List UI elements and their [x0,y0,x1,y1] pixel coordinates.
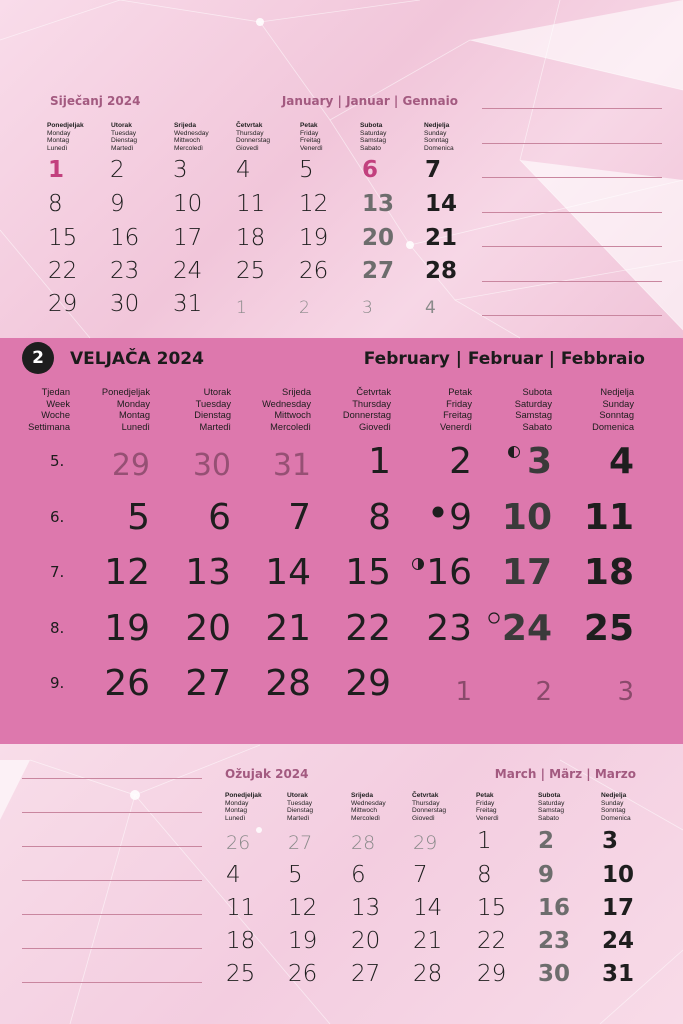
day-cell: 4 [608,441,634,482]
march-title-languages: March | März | Marzo [494,767,636,781]
weekday-name-translation: Venerdì [439,421,472,432]
day-cell: 15 [48,225,78,251]
week-header-line: Week [46,398,70,409]
weekday-name-hr: Nedjelja [424,122,450,129]
day-cell: 3 [526,441,552,482]
weekday-label [141,387,231,433]
day-cell: 4 [226,862,241,888]
note-line [482,212,662,213]
weekday-name-hr: Srijeda [351,792,373,799]
day-cell: 17 [501,552,552,593]
day-cell: 10 [501,497,552,538]
day-cell: 29 [345,663,391,704]
day-cell: 1 [477,828,492,854]
weekday-name-translation: Martedì [199,421,231,432]
weekday-name-translation: Domenica [424,144,454,152]
weekday-name-hr: Četvrtak [412,792,439,799]
day-cell: 27 [185,663,231,704]
day-cell: 1 [48,157,65,183]
day-cell: 12 [104,552,150,593]
weekday-label [360,122,386,152]
weekday-label [424,122,454,152]
weekday-name-translation: Donnerstag [236,137,271,145]
day-cell: 18 [583,552,634,593]
day-cell: 5 [299,157,314,183]
day-cell: 16 [426,552,472,593]
day-cell: 25 [236,258,266,284]
day-cell: 14 [425,191,458,217]
day-cell: 9 [110,191,125,217]
day-cell: 31 [173,291,203,317]
day-cell: 22 [48,258,78,284]
day-cell: 19 [104,608,150,649]
weekday-name-hr: Nedjelja [600,387,634,397]
weekday-label [538,792,564,822]
day-cell: 8 [477,862,492,888]
day-cell: 10 [173,191,203,217]
weekday-label [462,387,552,433]
day-cell: 28 [265,663,311,704]
day-cell: 30 [110,291,140,317]
day-cell: 16 [110,225,140,251]
day-cell: 23 [538,928,571,954]
weekday-name-translation: Domenica [601,814,631,822]
note-line [482,281,662,282]
day-cell: 12 [288,895,318,921]
day-cell: 6 [362,157,379,183]
weekday-name-translation: Martedì [287,814,310,822]
day-cell: 3 [173,157,188,183]
day-cell: 27 [351,961,381,987]
weekday-name-translation: Venerdì [300,144,323,152]
weekday-name-translation: Monday [47,129,71,137]
day-cell: 14 [265,552,311,593]
day-cell: 2 [299,298,310,318]
day-cell: 11 [226,895,256,921]
day-cell: 20 [362,225,395,251]
weekday-name-hr: Petak [476,792,494,799]
day-cell: 1 [368,441,391,482]
weekday-label [601,792,631,822]
day-cell: 20 [351,928,381,954]
weekday-name-translation: Mercoledì [270,421,311,432]
weekday-name-translation: Sonntag [424,137,449,145]
day-cell: 28 [413,961,443,987]
day-cell: 17 [173,225,203,251]
week-number: 9. [50,674,65,692]
weekday-name-hr: Petak [300,122,318,129]
day-cell: 15 [345,552,391,593]
day-cell: 29 [477,961,507,987]
day-cell: 30 [538,961,571,987]
note-line [482,246,662,247]
weekday-name-translation: Thursday [236,129,264,137]
weekday-label [300,122,323,152]
weekday-name-translation: Martedì [111,144,134,152]
weekday-name-translation: Sabato [360,144,381,152]
weekday-name-hr: Utorak [203,387,231,397]
weekday-name-translation: Thursday [352,398,391,409]
weekday-name-translation: Montag [47,137,69,145]
weekday-label [47,122,84,152]
note-line [482,177,662,178]
day-cell: 13 [185,552,231,593]
weekday-name-translation: Tuesday [111,129,137,137]
day-cell: 2 [535,677,552,707]
weekday-name-translation: Saturday [360,129,387,137]
weekday-name-translation: Lunedì [121,421,150,432]
weekday-name-hr: Ponedjeljak [101,387,150,397]
day-cell: 28 [425,258,458,284]
weekday-name-hr: Subota [538,792,561,799]
day-cell: 31 [272,448,311,483]
day-cell: 13 [362,191,395,217]
weekday-label [174,122,209,152]
weekday-name-translation: Donnerstag [342,410,391,421]
weekday-label [221,387,311,433]
day-cell: 21 [265,608,311,649]
day-cell: 26 [226,832,251,854]
day-cell: 21 [425,225,458,251]
day-cell: 1 [455,677,472,707]
weekday-name-hr: Četvrtak [236,122,263,129]
weekday-name-translation: Sunday [602,398,634,409]
note-line [22,914,202,915]
day-cell: 7 [413,862,428,888]
full-moon-icon [488,612,500,624]
weekday-name-translation: Wednesday [174,129,209,137]
last-quarter-moon-icon [508,446,520,458]
weekday-name-translation: Freitag [300,137,321,145]
weekday-label [236,122,270,152]
weekday-name-translation: Mittwoch [274,410,311,421]
weekday-name-translation: Monday [225,799,249,807]
weekday-name-translation: Domenica [592,421,634,432]
day-cell: 26 [104,663,150,704]
day-cell: 25 [226,961,256,987]
weekday-name-translation: Sunday [424,129,447,137]
weekday-name-hr: Utorak [287,792,308,799]
day-cell: 18 [226,928,256,954]
day-cell: 3 [602,828,619,854]
day-cell: 18 [236,225,266,251]
day-cell: 13 [351,895,381,921]
weekday-name-translation: Friday [446,398,472,409]
note-line [482,108,662,109]
weekday-name-translation: Montag [118,410,150,421]
day-cell: 5 [127,497,150,538]
weekday-name-translation: Sabato [522,421,552,432]
day-cell: 7 [425,157,442,183]
day-cell: 29 [413,832,438,854]
february-title: VELJAČA 2024 [70,349,204,369]
day-cell: 4 [236,157,251,183]
weekday-name-translation: Donnerstag [412,807,447,815]
first-quarter-moon-icon [412,558,424,570]
day-cell: 26 [299,258,329,284]
weekday-name-hr: Nedjelja [601,792,627,799]
day-cell: 24 [501,608,552,649]
day-cell: 6 [208,497,231,538]
january-title-languages: January | Januar | Gennaio [281,94,458,108]
weekday-name-translation: Saturday [538,799,565,807]
day-cell: 19 [299,225,329,251]
day-cell: 31 [602,961,635,987]
note-line [482,315,662,316]
day-cell: 16 [538,895,571,921]
note-line [22,982,202,983]
weekday-name-translation: Venerdì [476,814,499,822]
weekday-name-translation: Giovedì [412,814,435,822]
weekday-name-translation: Friday [300,129,319,137]
weekday-label [476,792,499,822]
weekday-name-translation: Mittwoch [174,137,201,145]
weekday-label [111,122,137,152]
january-title: Siječanj 2024 [50,94,141,108]
weekday-name-translation: Dienstag [287,807,314,815]
weekday-label [60,387,150,433]
day-cell: 30 [192,448,231,483]
weekday-name-translation: Sabato [538,814,559,822]
day-cell: 10 [602,862,635,888]
day-cell: 29 [111,448,150,483]
weekday-name-hr: Petak [448,387,472,397]
weekday-label [412,792,446,822]
weekday-name-translation: Mittwoch [351,807,378,815]
new-moon-icon [432,506,444,518]
day-cell: 12 [299,191,329,217]
week-number: 8. [50,619,65,637]
february-title-languages: February | Februar | Febbraio [363,349,645,369]
day-cell: 22 [477,928,507,954]
day-cell: 3 [362,298,373,318]
weekday-name-translation: Samstag [515,410,552,421]
day-cell: 17 [602,895,635,921]
weekday-name-translation: Samstag [538,807,565,815]
day-cell: 24 [173,258,203,284]
weekday-name-translation: Montag [225,807,247,815]
week-number: 7. [50,563,65,581]
weekday-name-translation: Giovedì [358,421,391,432]
weekday-name-translation: Thursday [412,799,440,807]
day-cell: 23 [110,258,140,284]
day-cell: 21 [413,928,443,954]
week-header-line: Woche [41,410,70,421]
day-cell: 28 [351,832,376,854]
weekday-name-hr: Srijeda [282,387,311,397]
weekday-label [287,792,313,822]
day-cell: 8 [368,497,391,538]
day-cell: 1 [236,298,247,318]
weekday-label [351,792,386,822]
day-cell: 20 [185,608,231,649]
weekday-name-translation: Friday [476,799,495,807]
weekday-name-translation: Dienstag [111,137,138,145]
weekday-name-translation: Lunedì [225,814,246,822]
weekday-name-hr: Srijeda [174,122,196,129]
weekday-name-hr: Ponedjeljak [225,792,262,799]
note-line [22,948,202,949]
weekday-label [301,387,391,433]
month-number-badge: 2 [22,342,54,374]
weekday-name-translation: Dienstag [194,410,231,421]
day-cell: 25 [583,608,634,649]
weekday-name-translation: Freitag [476,807,497,815]
week-number: 5. [50,452,65,470]
day-cell: 19 [288,928,318,954]
day-cell: 7 [288,497,311,538]
week-header-line: Settimana [28,421,70,432]
march-title: Ožujak 2024 [225,767,309,781]
weekday-name-translation: Sonntag [601,807,626,815]
weekday-name-translation: Samstag [360,137,387,145]
day-cell: 14 [413,895,443,921]
weekday-label [382,387,472,433]
day-cell: 2 [538,828,555,854]
day-cell: 4 [425,298,436,318]
week-number: 6. [50,508,65,526]
day-cell: 27 [288,832,313,854]
weekday-name-hr: Utorak [111,122,132,129]
note-line [22,812,202,813]
day-cell: 26 [288,961,318,987]
day-cell: 2 [110,157,125,183]
day-cell: 8 [48,191,63,217]
weekday-name-translation: Mercoledì [174,144,203,152]
weekday-name-hr: Subota [522,387,552,397]
day-cell: 29 [48,291,78,317]
note-line [22,846,202,847]
weekday-name-translation: Freitag [443,410,472,421]
weekday-label [544,387,634,433]
day-cell: 24 [602,928,635,954]
weekday-name-translation: Wednesday [262,398,311,409]
day-cell: 23 [426,608,472,649]
day-cell: 9 [538,862,555,888]
weekday-name-translation: Mercoledì [351,814,380,822]
weekday-name-translation: Sonntag [599,410,634,421]
day-cell: 11 [236,191,266,217]
note-line [22,778,202,779]
weekday-name-translation: Sunday [601,799,624,807]
weekday-name-translation: Giovedì [236,144,259,152]
day-cell: 27 [362,258,395,284]
weekday-name-translation: Tuesday [287,799,313,807]
day-cell: 9 [449,497,472,538]
note-line [482,143,662,144]
day-cell: 2 [449,441,472,482]
weekday-name-translation: Saturday [514,398,552,409]
day-cell: 6 [351,862,366,888]
day-cell: 22 [345,608,391,649]
day-cell: 11 [583,497,634,538]
weekday-name-translation: Wednesday [351,799,386,807]
day-cell: 15 [477,895,507,921]
weekday-name-hr: Četvrtak [356,387,391,397]
weekday-name-translation: Monday [116,398,150,409]
weekday-name-hr: Subota [360,122,383,129]
day-cell: 3 [617,677,634,707]
weekday-name-translation: Tuesday [195,398,231,409]
note-line [22,880,202,881]
weekday-name-hr: Ponedjeljak [47,122,84,129]
day-cell: 5 [288,862,303,888]
weekday-label [225,792,262,822]
weekday-name-translation: Lunedì [47,144,68,152]
week-header-line: Tjedan [41,387,70,397]
